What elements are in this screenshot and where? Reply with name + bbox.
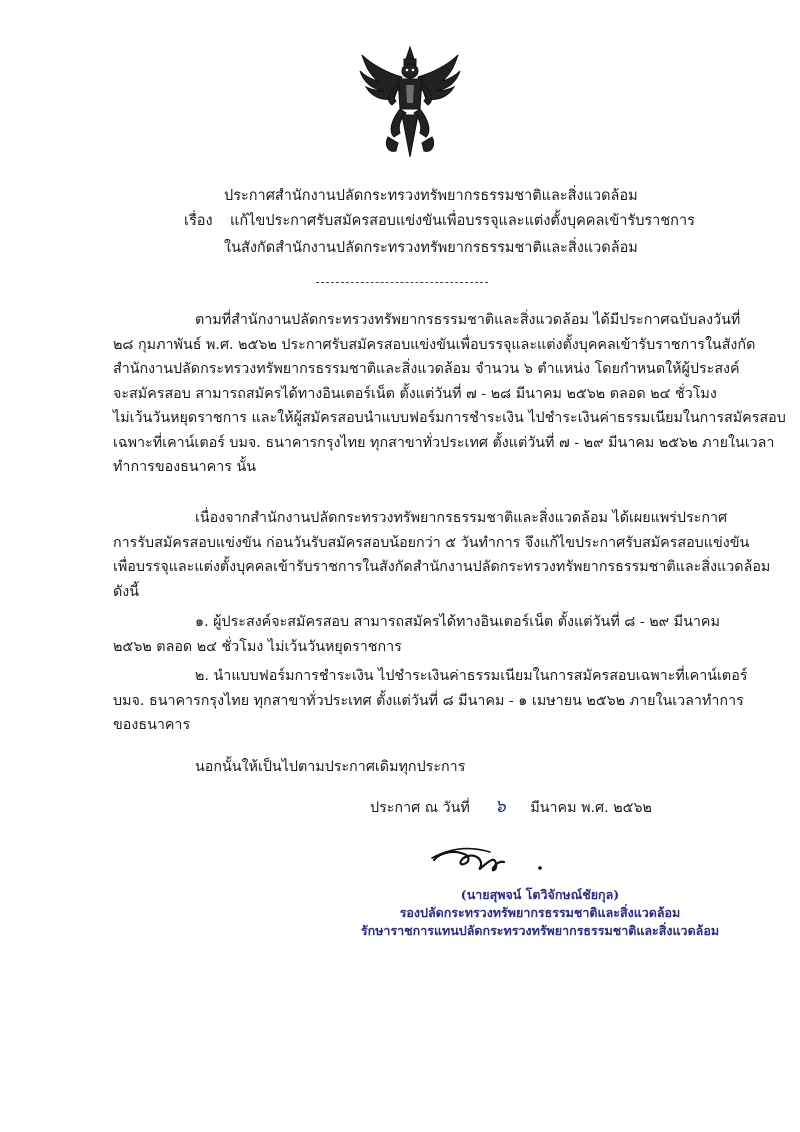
garuda-emblem — [358, 45, 462, 163]
paragraph-line: บมจ. ธนาคารกรุงไทย ทุกสาขาทั่วประเทศ ตั้งแต่วันที่ ๘ มีนาคม - ๑ เมษายน ๒๕๖๒ ภายในเวลาทำการ — [113, 692, 744, 709]
paragraph-2 — [113, 506, 771, 604]
paragraph-line: ไม่เว้นวันหยุดราชการ และให้ผู้สมัครสอบนำแบบฟอร์มการชำระเงิน ไปชำระเงินค่าธรรมเนียมในการสมัครสอบ — [113, 410, 786, 426]
date-month-year: มีนาคม พ.ศ. ๒๕๖๒ — [530, 800, 652, 816]
date-day: ๖ — [494, 796, 506, 817]
signatory-name: (นายสุพจน์ โตวิจักษณ์ชัยกุล) — [460, 887, 620, 902]
paragraph-line: การรับสมัครสอบแข่งขัน ก่อนวันรับสมัครสอบน้อยกว่า ๕ วันทำการ จึงแก้ไขประกาศรับสมัครสอบแข่งขัน — [113, 534, 750, 551]
announcement-date — [370, 791, 652, 820]
date-prefix: ประกาศ ณ วันที่ — [370, 800, 470, 816]
paragraph-line: ๑. ผู้ประสงค์จะสมัครสอบ สามารถสมัครได้ทางอินเตอร์เน็ต ตั้งแต่วันที่ ๘ - ๒๙ มีนาคม — [195, 614, 720, 630]
subject-line-2: ในสังกัดสำนักงานปลัดกระทรวงทรัพยากรธรรมชาติและสิ่งแวดล้อม — [224, 240, 638, 256]
paragraph-line: เฉพาะที่เคาน์เตอร์ บมจ. ธนาคารกรุงไทย ทุกสาขาทั่วประเทศ ตั้งแต่วันที่ ๗ - ๒๙ มีนาคม ๒๕๖๒ ภายในเวลา — [113, 434, 775, 451]
item-2 — [113, 664, 748, 738]
handwritten-signature — [430, 838, 550, 878]
paragraph-line: จะสมัครสอบ สามารถสมัครได้ทางอินเตอร์เน็ต ตั้งแต่วันที่ ๗ - ๒๘ มีนาคม ๒๕๖๒ ตลอด ๒๔ ชั่วโมง — [113, 385, 717, 402]
item-1 — [113, 610, 733, 659]
paragraph-line: สำนักงานปลัดกระทรวงทรัพยากรธรรมชาติและสิ่งแวดล้อม จำนวน ๖ ตำแหน่ง โดยกำหนดให้ผู้ประสงค์ — [113, 361, 740, 377]
signatory-block — [360, 886, 720, 940]
closing-paragraph — [113, 755, 733, 780]
paragraph-line: ของธนาคาร — [113, 717, 191, 733]
paragraph-line: ดังนี้ — [113, 583, 140, 600]
paragraph-line: ๒๘ กุมภาพันธ์ พ.ศ. ๒๕๖๒ ประกาศรับสมัครสอบแข่งขันเพื่อบรรจุและแต่งตั้งบุคคลเข้ารับราชการในสังกัด — [113, 336, 756, 353]
paragraph-line: นอกนั้นให้เป็นไปตามประกาศเดิมทุกประการ — [195, 759, 466, 775]
header-divider — [316, 282, 488, 283]
announcement-title: ประกาศสำนักงานปลัดกระทรวงทรัพยากรธรรมชาติและสิ่งแวดล้อม — [224, 188, 638, 204]
paragraph-line: ๒๕๖๒ ตลอด ๒๔ ชั่วโมง ไม่เว้นวันหยุดราชการ — [113, 638, 402, 655]
paragraph-1 — [113, 308, 786, 480]
signatory-position-1: รองปลัดกระทรวงทรัพยากรธรรมชาติและสิ่งแวดล้อม — [399, 905, 681, 920]
paragraph-line: เนื่องจากสำนักงานปลัดกระทรวงทรัพยากรธรรมชาติและสิ่งแวดล้อม ได้เผยแพร่ประกาศ — [195, 510, 728, 526]
paragraph-line: ๒. นำแบบฟอร์มการชำระเงิน ไปชำระเงินค่าธรรมเนียมในการสมัครสอบเฉพาะที่เคาน์เตอร์ — [195, 668, 748, 684]
subject-line-1: แก้ไขประกาศรับสมัครสอบแข่งขันเพื่อบรรจุและแต่งตั้งบุคคลเข้ารับราชการ — [230, 213, 695, 229]
paragraph-line: ทำการของธนาคาร นั้น — [113, 459, 257, 475]
signatory-position-2: รักษาราชการแทนปลัดกระทรวงทรัพยากรธรรมชาติและสิ่งแวดล้อม — [360, 923, 720, 938]
paragraph-line: ตามที่สำนักงานปลัดกระทรวงทรัพยากรธรรมชาติและสิ่งแวดล้อม ได้มีประกาศฉบับลงวันที่ — [195, 312, 741, 328]
subject-label: เรื่อง — [184, 213, 213, 229]
paragraph-line: เพื่อบรรจุและแต่งตั้งบุคคลเข้ารับราชการในสังกัดสำนักงานปลัดกระทรวงทรัพยากรธรรมชาติและสิ่งแวดล้อม — [113, 559, 771, 575]
